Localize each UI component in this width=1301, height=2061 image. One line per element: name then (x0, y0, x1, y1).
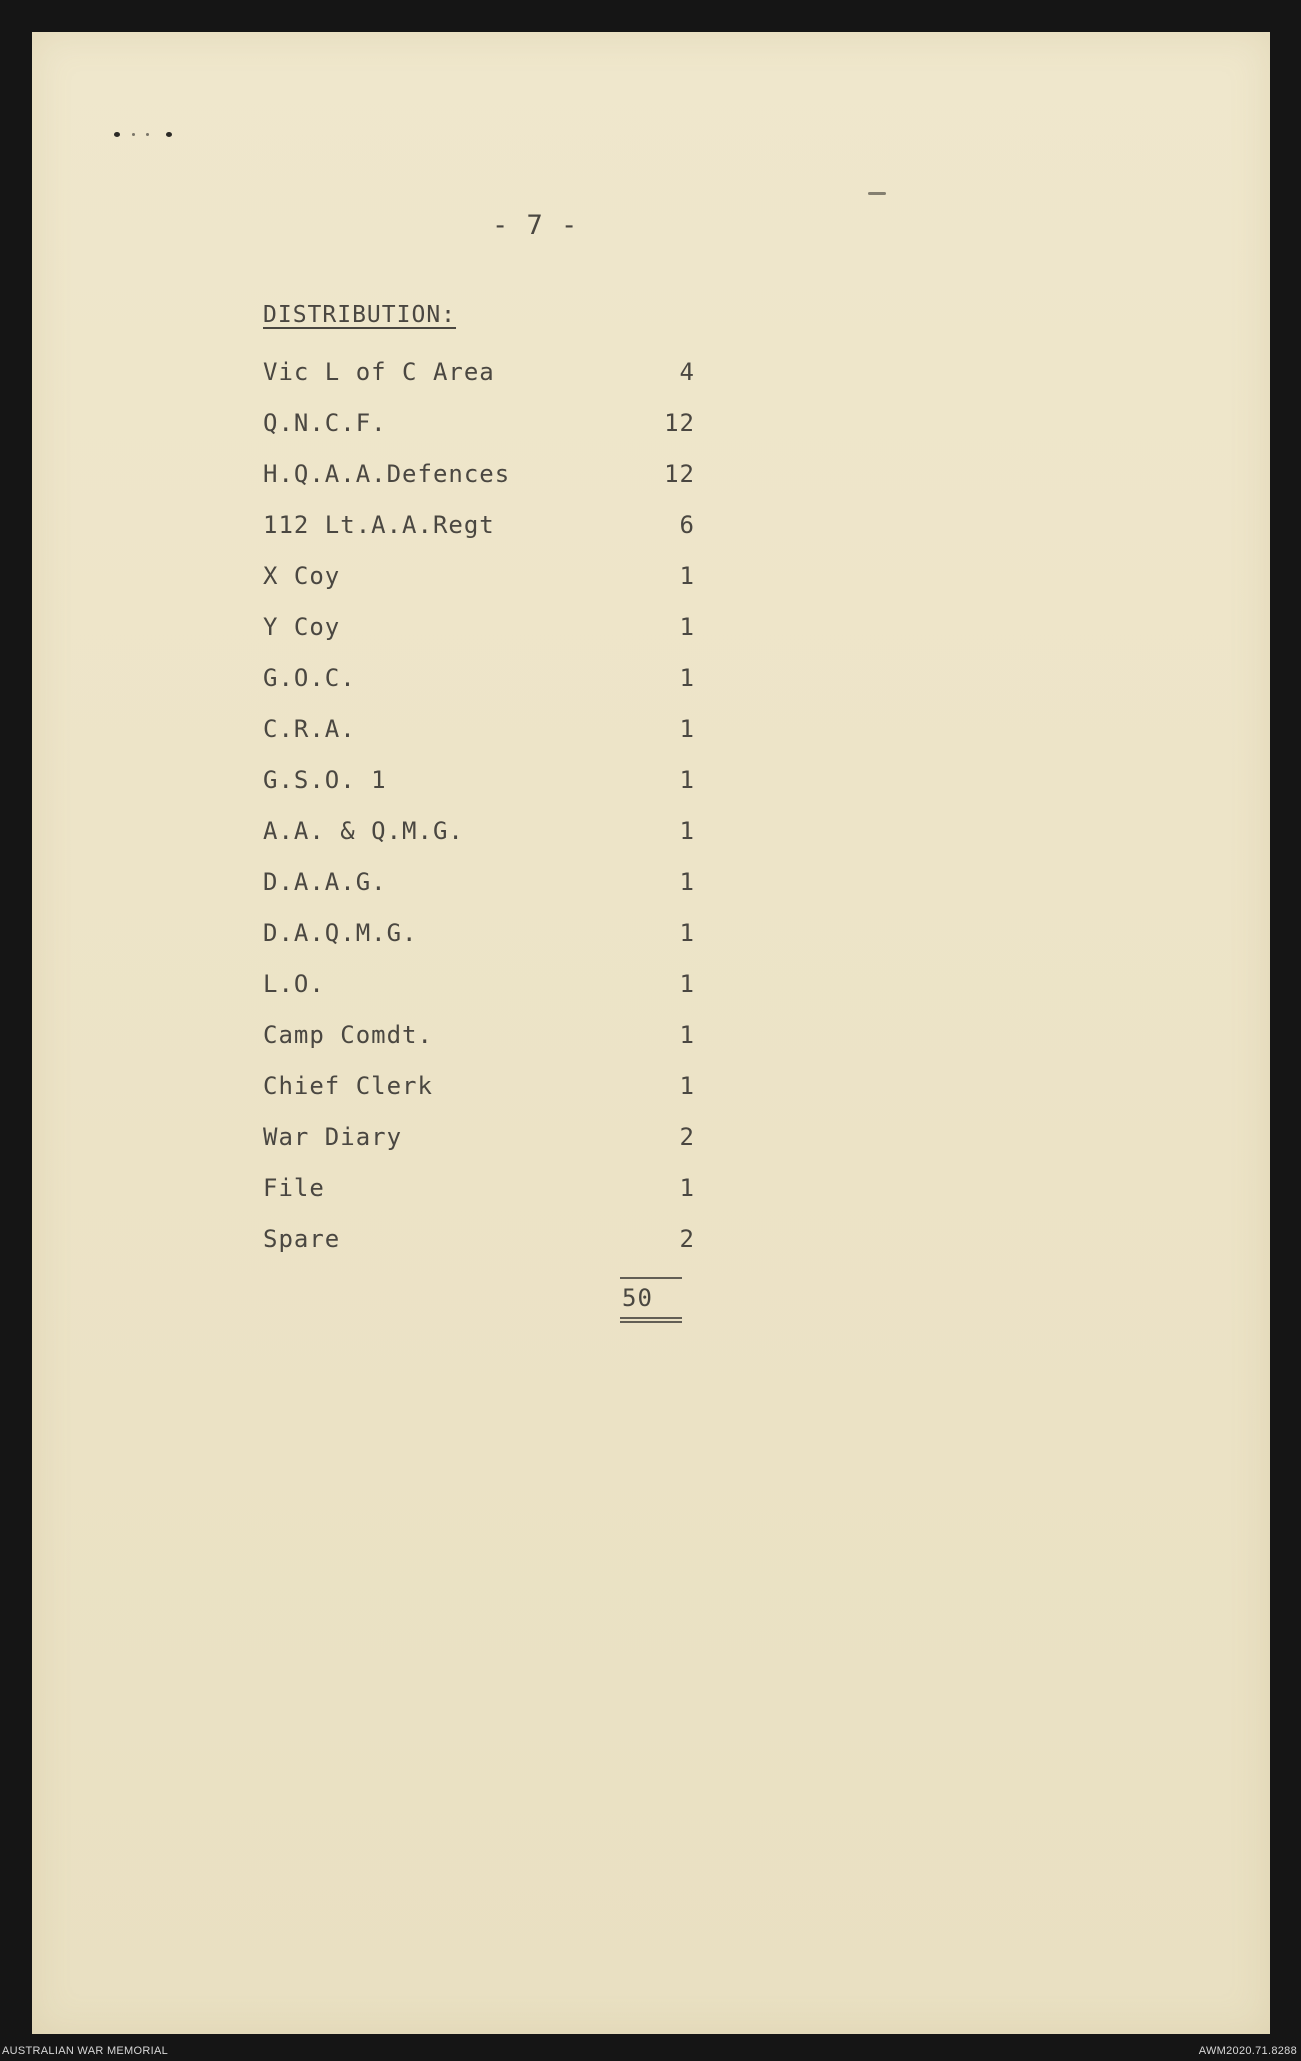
page-number: - 7 - (492, 210, 579, 241)
list-item (263, 562, 733, 613)
punch-mark (114, 132, 120, 137)
list-item (263, 715, 733, 766)
recipient-name: Chief Clerk (263, 1072, 433, 1100)
punch-mark (166, 132, 172, 137)
recipient-name: War Diary (263, 1123, 403, 1151)
recipient-name: C.R.A. (263, 715, 356, 743)
pin-mark (868, 192, 886, 195)
copy-count: 1 (679, 715, 695, 743)
copy-count: 2 (679, 1225, 695, 1253)
paper-sheet (32, 32, 1270, 2034)
archive-reference: AWM2020.71.8288 (1198, 2045, 1297, 2057)
list-item (263, 1225, 733, 1276)
list-item (263, 1174, 733, 1225)
list-item (263, 460, 733, 511)
list-item (263, 1072, 733, 1123)
total-block (620, 1277, 682, 1323)
list-item (263, 1021, 733, 1072)
list-item (263, 664, 733, 715)
total-rule-bottom (620, 1317, 682, 1319)
total-rule-bottom-double (620, 1321, 682, 1323)
punch-mark (132, 133, 135, 136)
copy-count: 4 (679, 358, 695, 386)
list-item (263, 358, 733, 409)
copy-count: 2 (679, 1123, 695, 1151)
recipient-name: X Coy (263, 562, 341, 590)
recipient-name: D.A.A.G. (263, 868, 387, 896)
recipient-name: Camp Comdt. (263, 1021, 433, 1049)
punch-mark (146, 133, 149, 136)
copy-count: 1 (679, 1021, 695, 1049)
copy-count: 1 (679, 562, 695, 590)
recipient-name: G.O.C. (263, 664, 356, 692)
list-item (263, 613, 733, 664)
recipient-name: Spare (263, 1225, 341, 1253)
list-item (263, 1123, 733, 1174)
recipient-name: A.A. & Q.M.G. (263, 817, 464, 845)
copy-count: 1 (679, 868, 695, 896)
list-item (263, 919, 733, 970)
total-rule-top (620, 1277, 682, 1279)
recipient-name: Q.N.C.F. (263, 409, 387, 437)
list-item (263, 868, 733, 919)
recipient-name: 112 Lt.A.A.Regt (263, 511, 495, 539)
copy-count: 1 (679, 970, 695, 998)
copy-count: 1 (679, 1072, 695, 1100)
recipient-name: L.O. (263, 970, 325, 998)
copy-count: 1 (679, 613, 695, 641)
recipient-name: File (263, 1174, 325, 1202)
total-count: 50 (622, 1284, 653, 1312)
copy-count: 1 (679, 919, 695, 947)
recipient-name: H.Q.A.A.Defences (263, 460, 511, 488)
copy-count: 1 (679, 766, 695, 794)
copy-count: 12 (664, 409, 695, 437)
copy-count: 6 (679, 511, 695, 539)
copy-count: 1 (679, 817, 695, 845)
list-item (263, 817, 733, 868)
distribution-list (263, 358, 733, 1276)
recipient-name: Y Coy (263, 613, 341, 641)
copy-count: 1 (679, 1174, 695, 1202)
list-item (263, 409, 733, 460)
recipient-name: Vic L of C Area (263, 358, 495, 386)
recipient-name: G.S.O. 1 (263, 766, 387, 794)
recipient-name: D.A.Q.M.G. (263, 919, 418, 947)
list-item (263, 970, 733, 1021)
archive-credit: AUSTRALIAN WAR MEMORIAL (2, 2045, 169, 2057)
copy-count: 12 (664, 460, 695, 488)
list-item (263, 766, 733, 817)
copy-count: 1 (679, 664, 695, 692)
list-item (263, 511, 733, 562)
distribution-heading: DISTRIBUTION: (263, 302, 457, 328)
